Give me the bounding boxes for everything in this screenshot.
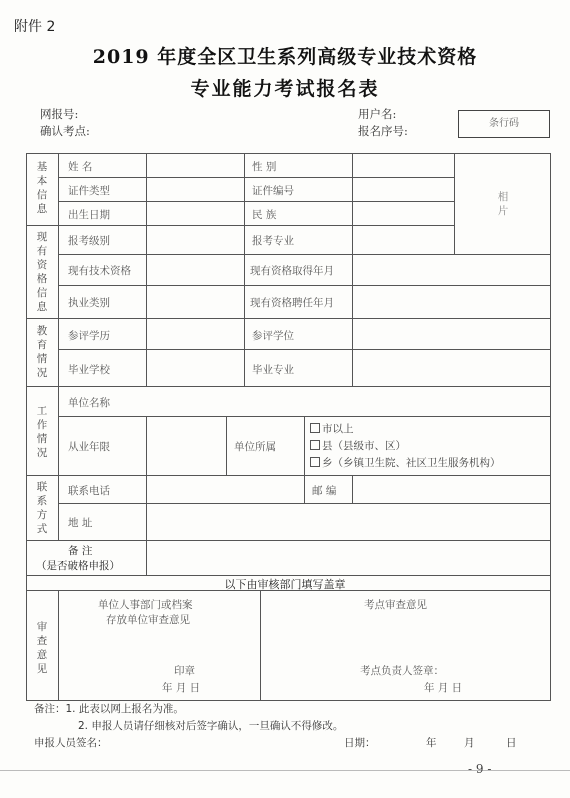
field-postcode-label: 邮 编 bbox=[312, 485, 337, 497]
col-line bbox=[146, 153, 147, 318]
field-remarks-label: 备 注 bbox=[68, 545, 93, 557]
col-line bbox=[454, 153, 455, 254]
row-line bbox=[58, 285, 550, 286]
col-line bbox=[244, 153, 245, 386]
col-line bbox=[146, 475, 147, 540]
photo-placeholder: 相片 bbox=[497, 191, 509, 217]
site-date-label: 年 月 日 bbox=[424, 682, 463, 694]
page-title-line1: 2019 年度全区卫生系列高级专业技术资格 bbox=[92, 46, 478, 68]
field-degree-label: 参评学位 bbox=[252, 330, 294, 342]
section-education-label: 教育情况 bbox=[36, 325, 48, 379]
field-title-employ-date-label: 现有资格聘任年月 bbox=[250, 297, 334, 309]
field-apply-major-label: 报考专业 bbox=[252, 235, 294, 247]
row-line bbox=[58, 254, 550, 255]
net-reg-no-label: 网报号: bbox=[40, 107, 79, 121]
field-address-label: 地 址 bbox=[68, 517, 93, 529]
unit-opinion-line2: 存放单位审查意见 bbox=[106, 614, 190, 626]
field-ethnicity-label: 民 族 bbox=[252, 209, 277, 221]
page-number: - 9 - bbox=[468, 762, 492, 776]
field-remarks-sub-label: （是否破格申报） bbox=[36, 560, 120, 572]
section-col-divider bbox=[58, 153, 59, 540]
field-apply-level-label: 报考级别 bbox=[68, 235, 110, 247]
row-line bbox=[58, 503, 550, 504]
date-month: 月 bbox=[464, 737, 475, 749]
field-employer-level-label: 单位所属 bbox=[234, 441, 276, 453]
unit-date-label: 年 月 日 bbox=[162, 682, 201, 694]
attachment-label: 附件 2 bbox=[14, 19, 56, 35]
field-practice-type-label: 执业类别 bbox=[68, 297, 110, 309]
col-line bbox=[352, 153, 353, 386]
col-line bbox=[146, 318, 147, 386]
row-line bbox=[26, 540, 550, 541]
field-id-no-label: 证件编号 bbox=[252, 185, 294, 197]
col-line bbox=[226, 416, 227, 475]
col-line bbox=[304, 416, 305, 475]
field-school-label: 毕业学校 bbox=[68, 364, 110, 376]
row-line bbox=[58, 349, 550, 350]
col-line bbox=[304, 475, 305, 503]
table-right-border bbox=[550, 153, 551, 700]
field-title-obtain-date-label: 现有资格取得年月 bbox=[250, 265, 334, 277]
option-county-checkbox[interactable]: 县（县级市、区） bbox=[310, 438, 406, 453]
date-day: 日 bbox=[506, 737, 517, 749]
col-line bbox=[58, 590, 59, 700]
date-year: 年 bbox=[426, 737, 437, 749]
row-line bbox=[26, 318, 550, 319]
checkbox-icon[interactable] bbox=[310, 457, 320, 467]
row-line bbox=[26, 386, 550, 387]
unit-opinion-line1: 单位人事部门或档案 bbox=[98, 599, 193, 611]
field-phone-label: 联系电话 bbox=[68, 485, 110, 497]
section-basic-label: 基本信息 bbox=[36, 161, 48, 215]
section-work-label: 工作情况 bbox=[36, 405, 48, 459]
section-contact-label: 联系方式 bbox=[36, 481, 48, 535]
site-sign-label: 考点负责人签章： bbox=[360, 665, 444, 677]
col-line bbox=[260, 590, 261, 700]
reg-seq-label: 报名序号: bbox=[358, 124, 408, 138]
applicant-sign-label: 申报人员签名： bbox=[34, 737, 108, 749]
col-line bbox=[146, 416, 147, 475]
checkbox-icon[interactable] bbox=[310, 440, 320, 450]
page-title-line2: 专业能力考试报名表 bbox=[190, 78, 380, 100]
note-line1: 备注：1. 此表以网上报名为准。 bbox=[34, 703, 184, 715]
note-line2: 2. 申报人员请仔细核对后签字确认，一旦确认不得修改。 bbox=[78, 720, 344, 732]
field-birth-label: 出生日期 bbox=[68, 209, 110, 221]
barcode-box: 条行码 bbox=[458, 110, 550, 138]
field-employer-label: 单位名称 bbox=[68, 397, 110, 409]
row-line bbox=[58, 177, 454, 178]
username-label: 用户名: bbox=[358, 107, 397, 121]
col-line bbox=[146, 540, 147, 575]
row-line bbox=[58, 201, 454, 202]
option-city-checkbox[interactable]: 市以上 bbox=[310, 421, 354, 436]
date-label: 日期： bbox=[344, 737, 376, 749]
review-header: 以下由审核部门填写盖章 bbox=[224, 578, 346, 591]
field-id-type-label: 证件类型 bbox=[68, 185, 110, 197]
col-line bbox=[352, 475, 353, 503]
unit-seal-label: 印章 bbox=[174, 665, 195, 677]
table-top-border bbox=[26, 153, 550, 154]
site-opinion-label: 考点审查意见 bbox=[364, 599, 427, 611]
exam-site-label: 确认考点: bbox=[40, 124, 90, 138]
option-town-checkbox[interactable]: 乡（乡镇卫生院、社区卫生服务机构） bbox=[310, 455, 501, 470]
section-qualification-label: 现有资格信息 bbox=[36, 231, 48, 313]
field-current-title-label: 现有技术资格 bbox=[68, 265, 131, 277]
field-gender-label: 性 别 bbox=[252, 161, 277, 173]
row-line bbox=[26, 225, 454, 226]
row-line bbox=[26, 475, 550, 476]
table-left-border bbox=[26, 153, 27, 700]
checkbox-icon[interactable] bbox=[310, 423, 320, 433]
section-review-label: 审查意见 bbox=[36, 621, 48, 675]
field-name-label: 姓 名 bbox=[68, 161, 93, 173]
field-education-label: 参评学历 bbox=[68, 330, 110, 342]
field-major-label: 毕业专业 bbox=[252, 364, 294, 376]
field-years-label: 从业年限 bbox=[68, 441, 110, 453]
